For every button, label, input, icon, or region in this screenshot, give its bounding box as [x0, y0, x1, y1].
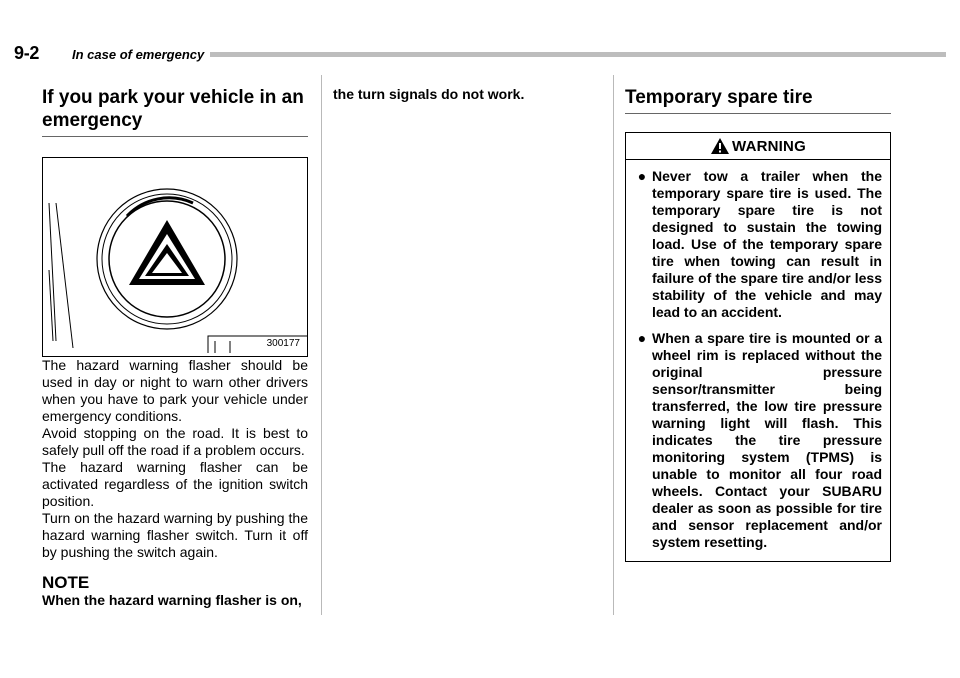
right-column: [625, 86, 891, 562]
column-divider-2: [613, 75, 614, 615]
hazard-triangle-icon: [43, 158, 308, 357]
section-title: If you park your vehicle in an emergency: [42, 86, 308, 137]
warning-triangle-icon: [710, 137, 730, 155]
paragraph-3: The hazard warning flasher can be activated regardless of the ignition switch position.: [42, 459, 308, 509]
note-continuation: the turn signals do not work.: [333, 86, 525, 102]
bullet-icon: ●: [637, 330, 647, 346]
paragraph-1: The hazard warning flasher should be used in day or night to warn other drivers when you have to park your vehicle under emergency conditions.: [42, 357, 308, 424]
middle-column: [333, 86, 599, 103]
header-rule: [210, 52, 946, 57]
warning-body: [626, 160, 890, 561]
section-title-spare-tire: Temporary spare tire: [625, 86, 891, 114]
page-header: [14, 43, 946, 67]
note-text: When the hazard warning flasher is on,: [42, 592, 302, 608]
figure-code: 300177: [266, 338, 300, 349]
page-number: 9-2: [14, 43, 40, 63]
column-divider-1: [321, 75, 322, 615]
left-column: [42, 86, 308, 609]
warning-header: [626, 133, 890, 160]
warning-box: [625, 132, 891, 562]
bullet-icon: ●: [637, 168, 647, 184]
paragraph-4: Turn on the hazard warning by pushing the hazard warning flasher switch. Turn it off by pushing the switch again.: [42, 510, 308, 560]
warning-item: [632, 168, 882, 321]
warning-item-text: When a spare tire is mounted or a wheel rim is replaced without the original pressure sensor/transmitter being transferred, the low tire pressure warning light will flash. This indicates the tire pressure monitoring system (TPMS) is unable to monitor all four road wheels. Contact your SUBARU dealer as soon as possible for tire and sensor replacement and/or system resetting.: [652, 330, 882, 550]
warning-item-text: Never tow a trailer when the temporary spare tire is used. The temporary spare tire is not designed to sustain the towing load. Use of the temporary spare tire when towing can result in failure of the spare tire and/or less stability of the vehicle and may lead to an accident.: [652, 168, 882, 320]
warning-item: [632, 330, 882, 551]
paragraph-2: Avoid stopping on the road. It is best to safely pull off the road if a problem occurs.: [42, 425, 308, 458]
section-name: In case of emergency: [72, 47, 205, 62]
warning-label: WARNING: [732, 137, 806, 155]
note-title: NOTE: [42, 573, 90, 592]
hazard-switch-figure: [42, 157, 308, 357]
